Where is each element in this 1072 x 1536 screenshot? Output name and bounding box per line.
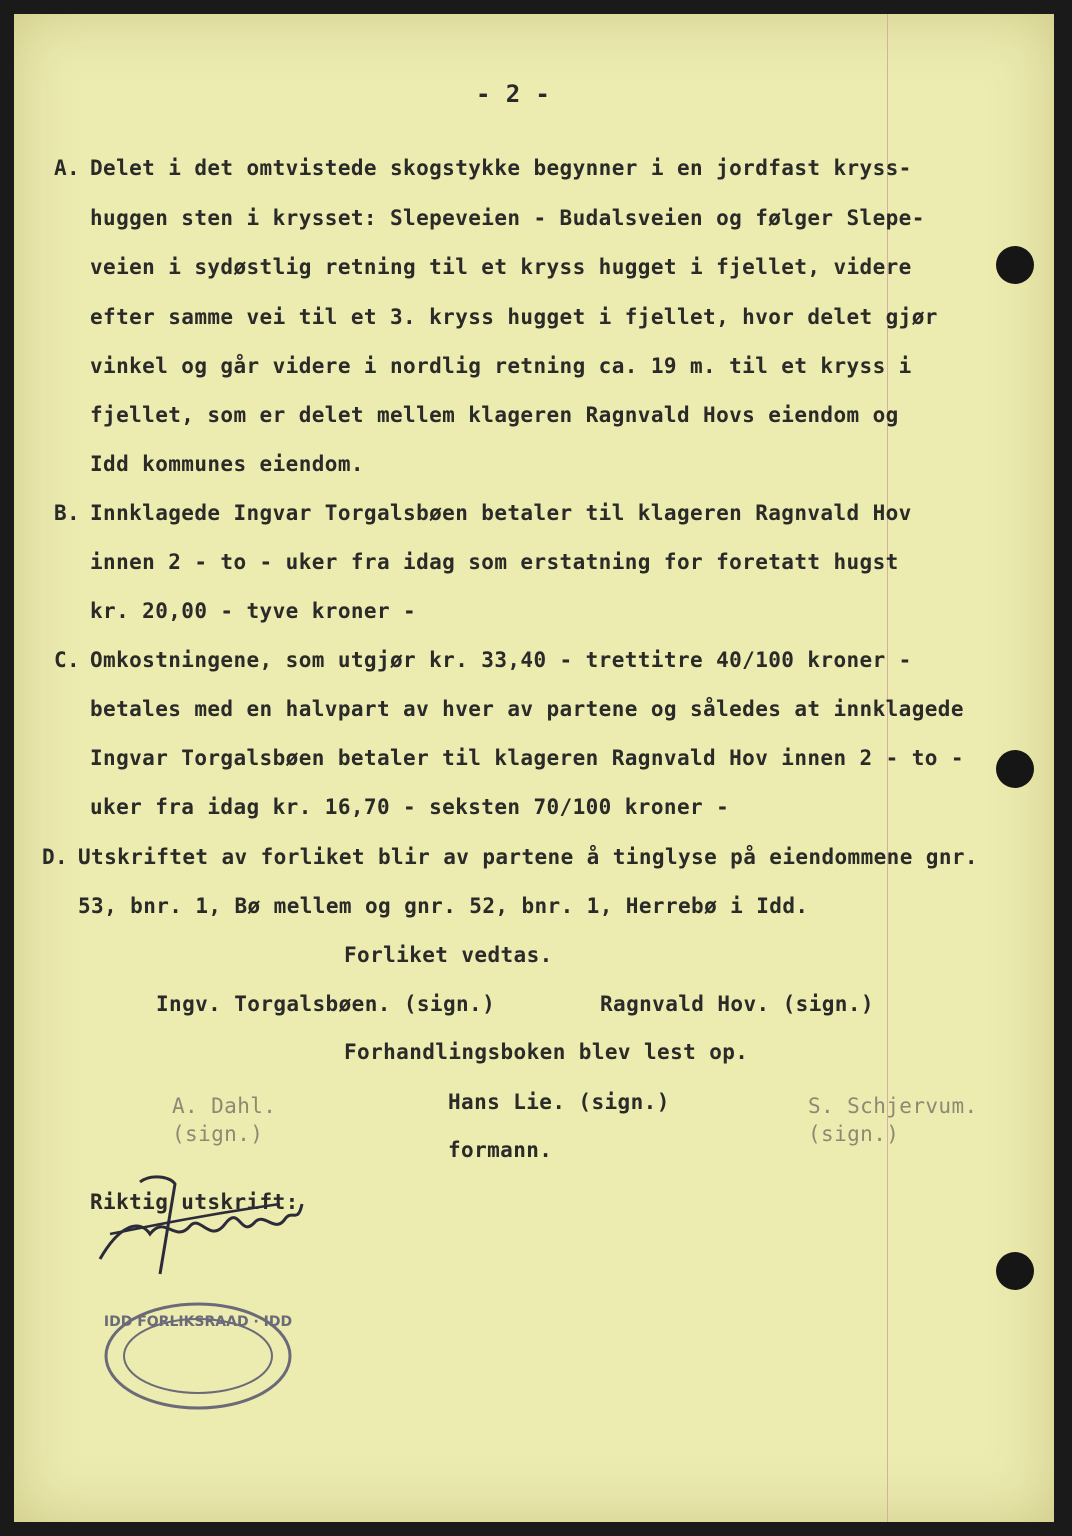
board-center-name: Hans Lie. (sign.) bbox=[448, 1090, 670, 1114]
signature-right: Ragnvald Hov. (sign.) bbox=[600, 992, 874, 1016]
board-right-sign: (sign.) bbox=[808, 1122, 900, 1146]
clause-a-line-1: Delet i det omtvistede skogstykke begynner i en jordfast kryss- bbox=[90, 156, 912, 180]
clause-a-line-5: vinkel og går videre i nordlig retning ca. 19 m. til et kryss i bbox=[90, 354, 912, 378]
document-page bbox=[14, 14, 1054, 1522]
clause-b-line-3: kr. 20,00 - tyve kroner - bbox=[90, 599, 417, 623]
conclusion: Forliket vedtas. bbox=[344, 943, 553, 967]
clause-b-line-1: Innklagede Ingvar Torgalsbøen betaler til klageren Ragnvald Hov bbox=[90, 501, 912, 525]
binder-hole bbox=[996, 750, 1034, 788]
board-right-name: S. Schjervum. bbox=[808, 1094, 978, 1118]
clause-c-line-1: Omkostningene, som utgjør kr. 33,40 - trettitre 40/100 kroner - bbox=[90, 648, 912, 672]
clause-a-line-3: veien i sydøstlig retning til et kryss hugget i fjellet, videre bbox=[90, 255, 912, 279]
clause-c-line-3: Ingvar Torgalsbøen betaler til klageren Ragnvald Hov innen 2 - to - bbox=[90, 746, 964, 770]
clause-a-line-4: efter samme vei til et 3. kryss hugget i fjellet, hvor delet gjør bbox=[90, 305, 938, 329]
certification: Riktig utskrift: bbox=[90, 1190, 299, 1214]
clause-a-line-7: Idd kommunes eiendom. bbox=[90, 452, 364, 476]
clause-a-line-2: huggen sten i krysset: Slepeveien - Budalsveien og følger Slepe- bbox=[90, 206, 925, 230]
clause-label-d: D. bbox=[42, 845, 69, 869]
binder-hole bbox=[996, 1252, 1034, 1290]
read-note: Forhandlingsboken blev lest op. bbox=[344, 1040, 749, 1064]
clause-d-line-2: 53, bnr. 1, Bø mellem og gnr. 52, bnr. 1, Herrebø i Idd. bbox=[78, 894, 809, 918]
stamp-text: IDD FORLIKSRAAD · IDD bbox=[103, 1314, 293, 1330]
clause-label-b: B. bbox=[54, 501, 81, 525]
clause-d-line-1: Utskriftet av forliket blir av partene å tinglyse på eiendommene gnr. bbox=[78, 845, 978, 869]
clause-c-line-2: betales med en halvpart av hver av partene og således at innklagede bbox=[90, 697, 964, 721]
clause-label-c: C. bbox=[54, 648, 81, 672]
board-left-name: A. Dahl. bbox=[172, 1094, 277, 1118]
board-left-sign: (sign.) bbox=[172, 1122, 264, 1146]
binder-hole bbox=[996, 246, 1034, 284]
clause-a-line-6: fjellet, som er delet mellem klageren Ragnvald Hovs eiendom og bbox=[90, 403, 899, 427]
page-number: - 2 - bbox=[476, 80, 551, 108]
signature-left: Ingv. Torgalsbøen. (sign.) bbox=[156, 992, 496, 1016]
clause-b-line-2: innen 2 - to - uker fra idag som erstatning for foretatt hugst bbox=[90, 550, 899, 574]
board-center-role: formann. bbox=[448, 1138, 553, 1162]
official-stamp bbox=[98, 1296, 298, 1416]
handwritten-signature bbox=[80, 1164, 310, 1284]
clause-label-a: A. bbox=[54, 156, 81, 180]
clause-c-line-4: uker fra idag kr. 16,70 - seksten 70/100 kroner - bbox=[90, 795, 730, 819]
